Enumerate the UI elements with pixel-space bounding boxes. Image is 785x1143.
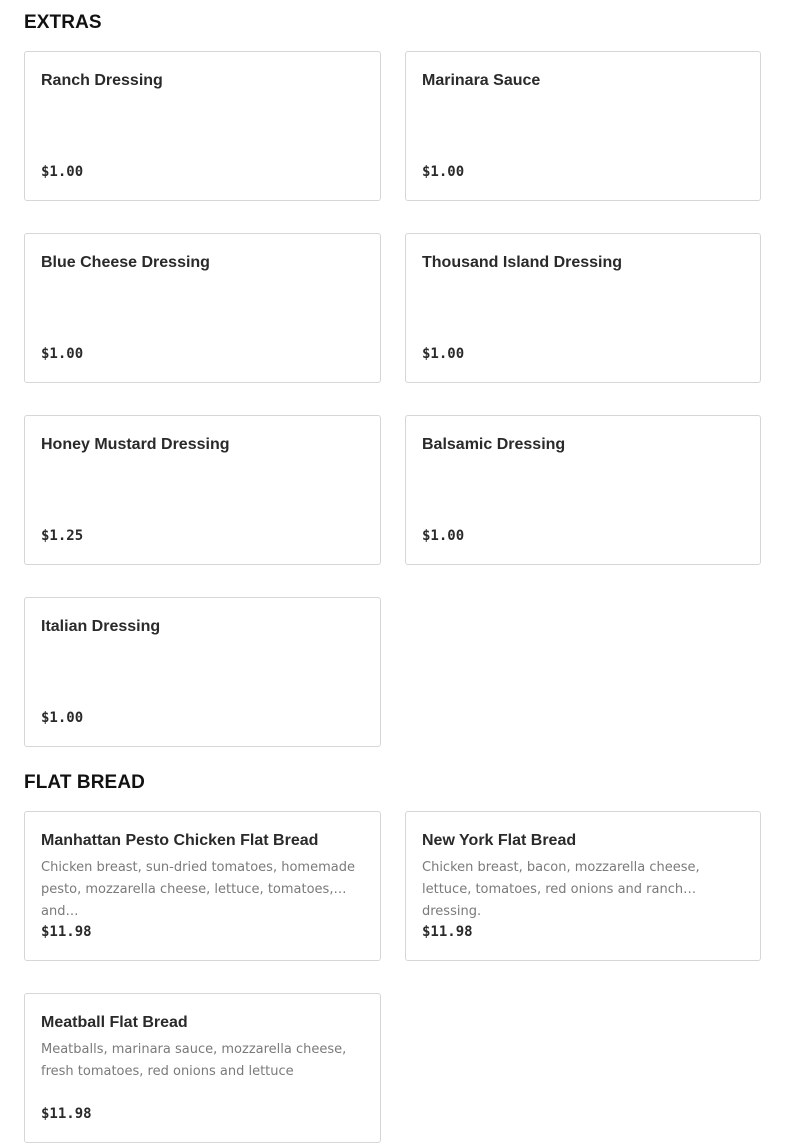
extras-grid <box>24 51 761 747</box>
item-description: Chicken breast, sun-dried tomatoes, homemade pesto, mozzarella cheese, lettuce, tomatoes, and… <box>41 860 355 919</box>
menu-item-card[interactable] <box>405 233 761 383</box>
item-name: Ranch Dressing <box>41 72 163 89</box>
item-name: Balsamic Dressing <box>422 436 566 453</box>
item-price: $1.00 <box>422 346 465 362</box>
menu-item-card[interactable] <box>24 51 381 201</box>
item-name: New York Flat Bread <box>422 832 577 849</box>
menu-item-card[interactable] <box>24 597 381 747</box>
item-name: Thousand Island Dressing <box>422 254 623 271</box>
flat-bread-grid <box>24 811 761 1143</box>
item-name: Honey Mustard Dressing <box>41 436 230 453</box>
flat-bread-section <box>24 773 761 1143</box>
item-price: $11.98 <box>422 924 473 940</box>
item-name: Blue Cheese Dressing <box>41 254 210 271</box>
menu-item-card[interactable] <box>405 415 761 565</box>
item-price: $1.25 <box>41 528 84 544</box>
section-title-flat-bread: FLAT BREAD <box>24 772 145 793</box>
menu-item-card[interactable] <box>405 51 761 201</box>
item-price: $1.00 <box>422 528 465 544</box>
item-price: $11.98 <box>41 1106 92 1122</box>
item-name: Marinara Sauce <box>422 72 541 89</box>
menu-item-card[interactable] <box>24 233 381 383</box>
item-name: Italian Dressing <box>41 618 161 635</box>
item-description: Meatballs, marinara sauce, mozzarella cheese, fresh tomatoes, red onions and lettuce <box>41 1042 347 1079</box>
item-price: $1.00 <box>422 164 465 180</box>
section-title-extras: EXTRAS <box>24 12 102 33</box>
menu-item-card[interactable] <box>24 993 381 1143</box>
item-description: Chicken breast, bacon, mozzarella cheese, lettuce, tomatoes, red onions and ranch dressing. <box>422 860 700 919</box>
item-price: $1.00 <box>41 710 84 726</box>
item-name: Meatball Flat Bread <box>41 1014 188 1031</box>
extras-section <box>24 13 761 747</box>
item-price: $1.00 <box>41 164 84 180</box>
menu-item-card[interactable] <box>405 811 761 961</box>
item-price: $1.00 <box>41 346 84 362</box>
menu-item-card[interactable] <box>24 415 381 565</box>
item-name: Manhattan Pesto Chicken Flat Bread <box>41 832 319 849</box>
menu-item-card[interactable] <box>24 811 381 961</box>
item-price: $11.98 <box>41 924 92 940</box>
